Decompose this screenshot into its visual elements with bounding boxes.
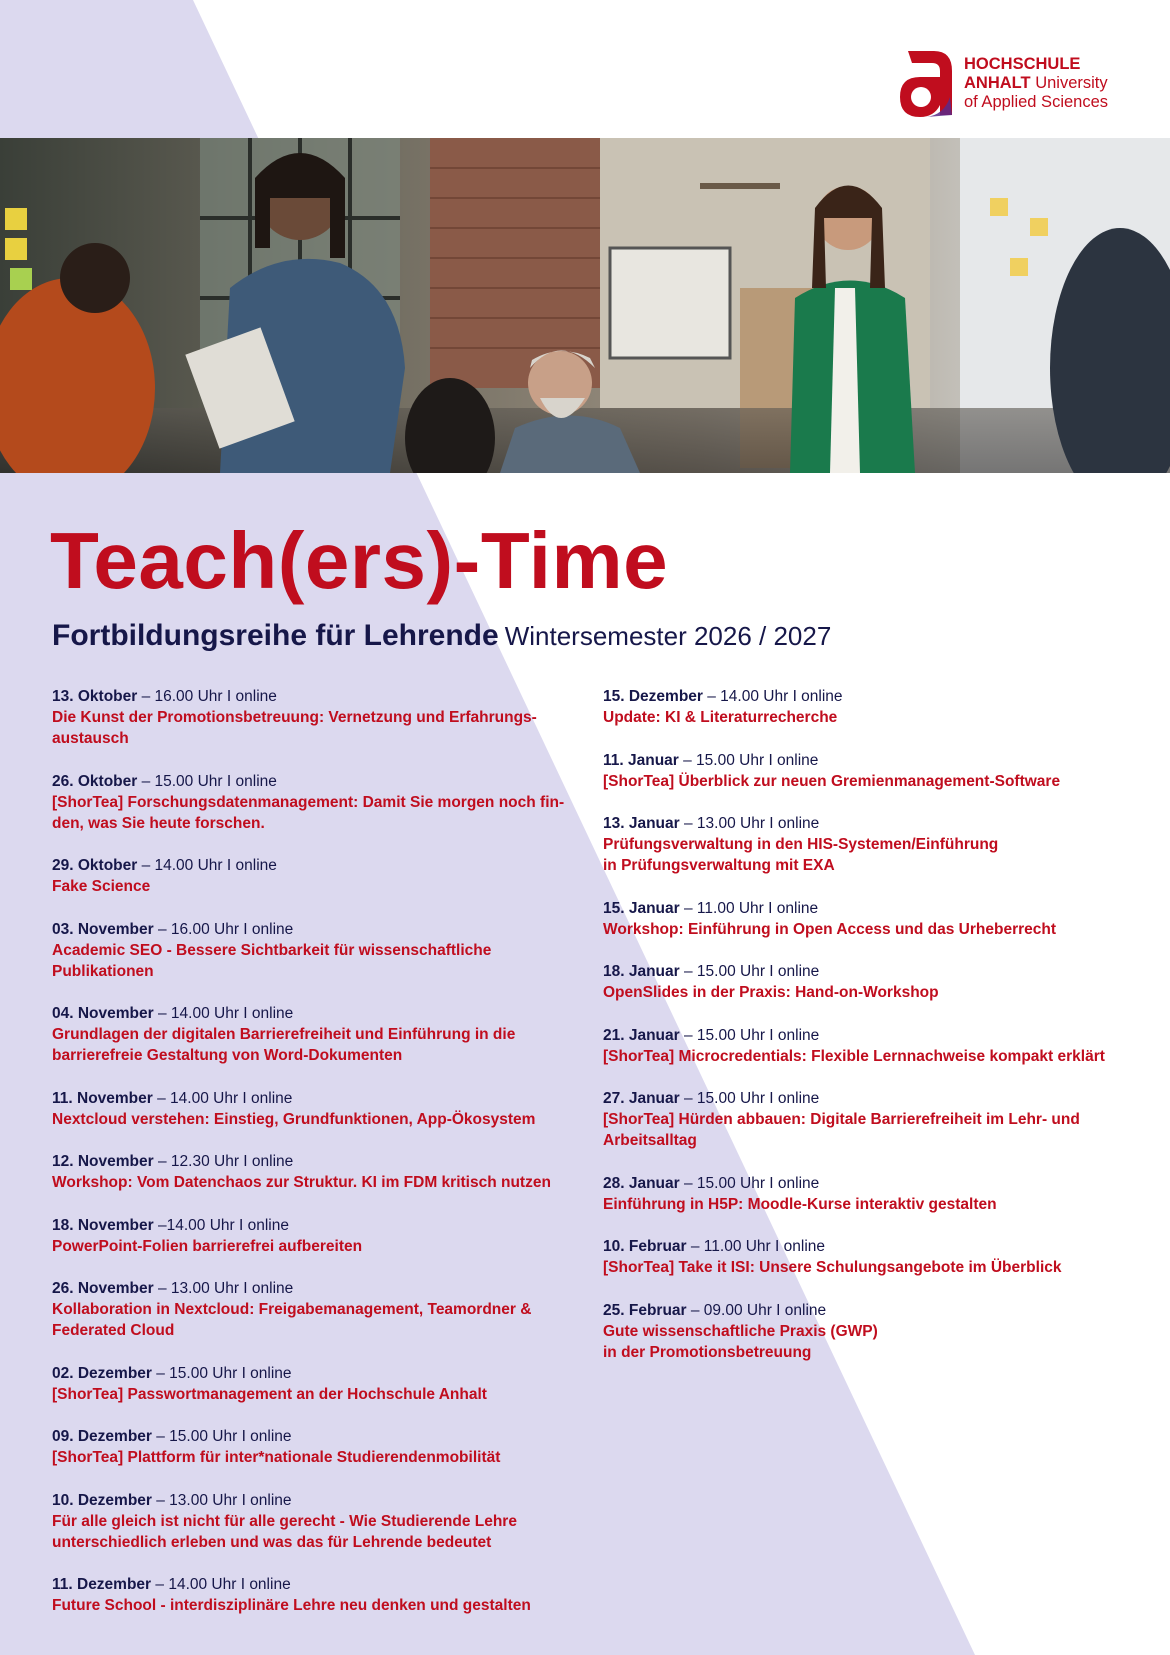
event-time: – 13.00 Uhr I online [153, 1280, 294, 1297]
event-when [603, 750, 1153, 771]
event-when [52, 1151, 580, 1172]
event-item[interactable] [603, 1300, 1153, 1363]
page-title: Teach(ers)-Time [50, 516, 669, 605]
event-time: – 15.00 Uhr I online [137, 772, 277, 790]
hochschule-anhalt-logo-icon [894, 45, 958, 121]
event-topic: Update: KI & Literaturrecherche [603, 709, 838, 726]
event-date: 15. Januar [603, 899, 680, 917]
event-topic: [ShorTea] Forschungsdatenmanagement: Damit Sie morgen noch fin- den, was Sie heute forschen. [52, 793, 565, 832]
event-topic: [ShorTea] Hürden abbauen: Digitale Barrierefreiheit im Lehr- und Arbeitsalltag [603, 1111, 1080, 1149]
event-item[interactable] [52, 1088, 580, 1130]
event-date: 10. Februar [603, 1238, 687, 1255]
university-logo[interactable] [894, 44, 1144, 122]
event-date: 10. Dezember [52, 1491, 152, 1509]
event-time: – 15.00 Uhr I online [679, 1090, 820, 1107]
event-time: – 14.00 Uhr I online [153, 1005, 294, 1022]
semester-label: Wintersemester 2026 / 2027 [504, 621, 832, 651]
event-date: 18. November [52, 1216, 154, 1234]
event-when [52, 771, 580, 792]
events-column-right [603, 686, 1153, 1384]
event-topic: [ShorTea] Überblick zur neuen Gremienmanagement-Software [603, 772, 1061, 790]
event-when [603, 813, 1153, 834]
event-time: – 14.00 Uhr I online [702, 688, 843, 705]
event-date: 12. November [52, 1153, 154, 1170]
event-date: 27. Januar [603, 1090, 680, 1107]
logo-wordmark [964, 55, 1108, 112]
event-when [603, 898, 1153, 919]
event-item[interactable] [52, 1278, 580, 1341]
event-date: 15. Dezember [603, 688, 703, 705]
event-topic: Fake Science [52, 878, 151, 895]
event-time: – 13.00 Uhr I online [679, 815, 820, 832]
logo-line-3: of Applied Sciences [964, 92, 1109, 111]
event-when [603, 961, 1153, 982]
event-topic: Die Kunst der Promotionsbetreuung: Vernetzung und Erfahrungs- austausch [52, 709, 537, 747]
event-item[interactable] [603, 1025, 1153, 1067]
event-topic: Gute wissenschaftliche Praxis (GWP) in der Promotionsbetreuung [603, 1322, 878, 1361]
event-when [52, 1278, 580, 1299]
event-topic: Nextcloud verstehen: Einstieg, Grundfunktionen, App-Ökosystem [52, 1110, 536, 1128]
event-when [52, 1490, 580, 1511]
event-date: 04. November [52, 1005, 154, 1022]
event-when [52, 1363, 580, 1384]
event-item[interactable] [603, 1088, 1153, 1151]
event-item[interactable] [52, 1490, 580, 1553]
event-date: 21. Januar [603, 1026, 680, 1044]
events-column-left [52, 686, 580, 1638]
event-topic: [ShorTea] Take it ISI: Unsere Schulungsangebote im Überblick [603, 1259, 1062, 1276]
event-date: 09. Dezember [52, 1428, 152, 1445]
event-time: – 15.00 Uhr I online [679, 1174, 820, 1192]
event-item[interactable] [52, 1363, 580, 1405]
logo-line-1: HOCHSCHULE [964, 54, 1081, 73]
event-topic: [ShorTea] Passwortmanagement an der Hochschule Anhalt [52, 1385, 487, 1403]
event-topic: Für alle gleich ist nicht für alle gerecht - Wie Studierende Lehre unterschiedlich erleben und was das für Lehrende bedeutet [52, 1512, 517, 1551]
event-date: 03. November [52, 920, 154, 938]
event-item[interactable] [603, 813, 1153, 876]
event-topic: OpenSlides in der Praxis: Hand-on-Workshop [603, 984, 939, 1001]
event-item[interactable] [52, 919, 580, 982]
event-item[interactable] [52, 1215, 580, 1257]
event-item[interactable] [603, 686, 1153, 728]
event-item[interactable] [603, 1173, 1153, 1215]
event-date: 11. November [52, 1089, 153, 1107]
event-time: –14.00 Uhr I online [153, 1216, 289, 1234]
logo-line-2: ANHALT University [964, 73, 1108, 92]
event-item[interactable] [52, 1003, 580, 1066]
event-time: – 15.00 Uhr I online [679, 1026, 820, 1044]
event-item[interactable] [52, 1151, 580, 1193]
event-when [52, 1426, 580, 1447]
event-item[interactable] [603, 1236, 1153, 1278]
event-date: 13. Oktober [52, 688, 138, 705]
event-item[interactable] [603, 750, 1153, 792]
event-topic: [ShorTea] Microcredentials: Flexible Lernnachweise kompakt erklärt [603, 1047, 1105, 1065]
event-when [603, 686, 1153, 707]
event-when [52, 919, 580, 940]
event-date: 26. Oktober [52, 772, 138, 790]
event-item[interactable] [52, 1574, 580, 1616]
event-time: – 15.00 Uhr I online [151, 1428, 292, 1445]
event-date: 25. Februar [603, 1301, 687, 1319]
event-date: 29. Oktober [52, 857, 138, 874]
event-time: – 16.00 Uhr I online [137, 688, 277, 705]
event-time: – 09.00 Uhr I online [686, 1301, 827, 1319]
event-topic: Future School - interdisziplinäre Lehre neu denken und gestalten [52, 1597, 531, 1614]
event-date: 18. Januar [603, 963, 680, 980]
event-time: – 16.00 Uhr I online [153, 920, 294, 938]
event-item[interactable] [52, 771, 580, 834]
event-time: – 11.00 Uhr I online [686, 1238, 826, 1255]
event-time: – 15.00 Uhr I online [679, 963, 820, 980]
event-item[interactable] [603, 898, 1153, 940]
event-topic: Kollaboration in Nextcloud: Freigabemanagement, Teamordner & Federated Cloud [52, 1301, 532, 1339]
event-when [52, 686, 580, 707]
event-time: – 15.00 Uhr I online [151, 1364, 292, 1382]
event-when [603, 1300, 1153, 1321]
event-topic: Prüfungsverwaltung in den HIS-Systemen/Einführung in Prüfungsverwaltung mit EXA [603, 836, 999, 874]
event-time: – 13.00 Uhr I online [151, 1491, 292, 1509]
event-when [52, 1215, 580, 1236]
event-item[interactable] [52, 1426, 580, 1468]
event-date: 11. Dezember [52, 1576, 152, 1593]
event-date: 28. Januar [603, 1174, 680, 1192]
event-date: 26. November [52, 1280, 154, 1297]
event-when [603, 1236, 1153, 1257]
event-time: – 14.00 Uhr I online [152, 1089, 293, 1107]
event-topic: [ShorTea] Plattform für inter*nationale Studierendenmobilität [52, 1449, 501, 1466]
event-item[interactable] [603, 961, 1153, 1003]
event-date: 11. Januar [603, 751, 679, 769]
event-when [52, 1003, 580, 1024]
subtitle [52, 616, 831, 661]
event-when [603, 1088, 1153, 1109]
event-topic: PowerPoint-Folien barrierefrei aufbereiten [52, 1237, 363, 1255]
event-time: – 11.00 Uhr I online [679, 899, 819, 917]
event-topic: Grundlagen der digitalen Barrierefreiheit und Einführung in die barrierefreie Gestaltung von Word-Dokumenten [52, 1026, 516, 1064]
event-topic: Workshop: Vom Datenchaos zur Struktur. KI im FDM kritisch nutzen [52, 1174, 551, 1191]
team-meeting-photo [0, 138, 1170, 473]
event-topic: Academic SEO - Bessere Sichtbarkeit für wissenschaftliche Publikationen [52, 941, 492, 980]
event-time: – 14.00 Uhr I online [151, 1576, 291, 1593]
event-when [52, 855, 580, 876]
event-item[interactable] [52, 686, 580, 749]
event-time: – 15.00 Uhr I online [678, 751, 819, 769]
series-subtitle: Fortbildungsreihe für Lehrende [52, 619, 499, 652]
event-when [52, 1574, 580, 1595]
event-when [603, 1025, 1153, 1046]
event-topic: Einführung in H5P: Moodle-Kurse interaktiv gestalten [603, 1195, 997, 1213]
event-topic: Workshop: Einführung in Open Access und das Urheberrecht [603, 920, 1057, 938]
event-date: 13. Januar [603, 815, 680, 832]
event-item[interactable] [52, 855, 580, 897]
event-time: – 14.00 Uhr I online [137, 857, 277, 874]
event-date: 02. Dezember [52, 1364, 152, 1382]
event-time: – 12.30 Uhr I online [153, 1153, 294, 1170]
event-when [52, 1088, 580, 1109]
event-when [603, 1173, 1153, 1194]
